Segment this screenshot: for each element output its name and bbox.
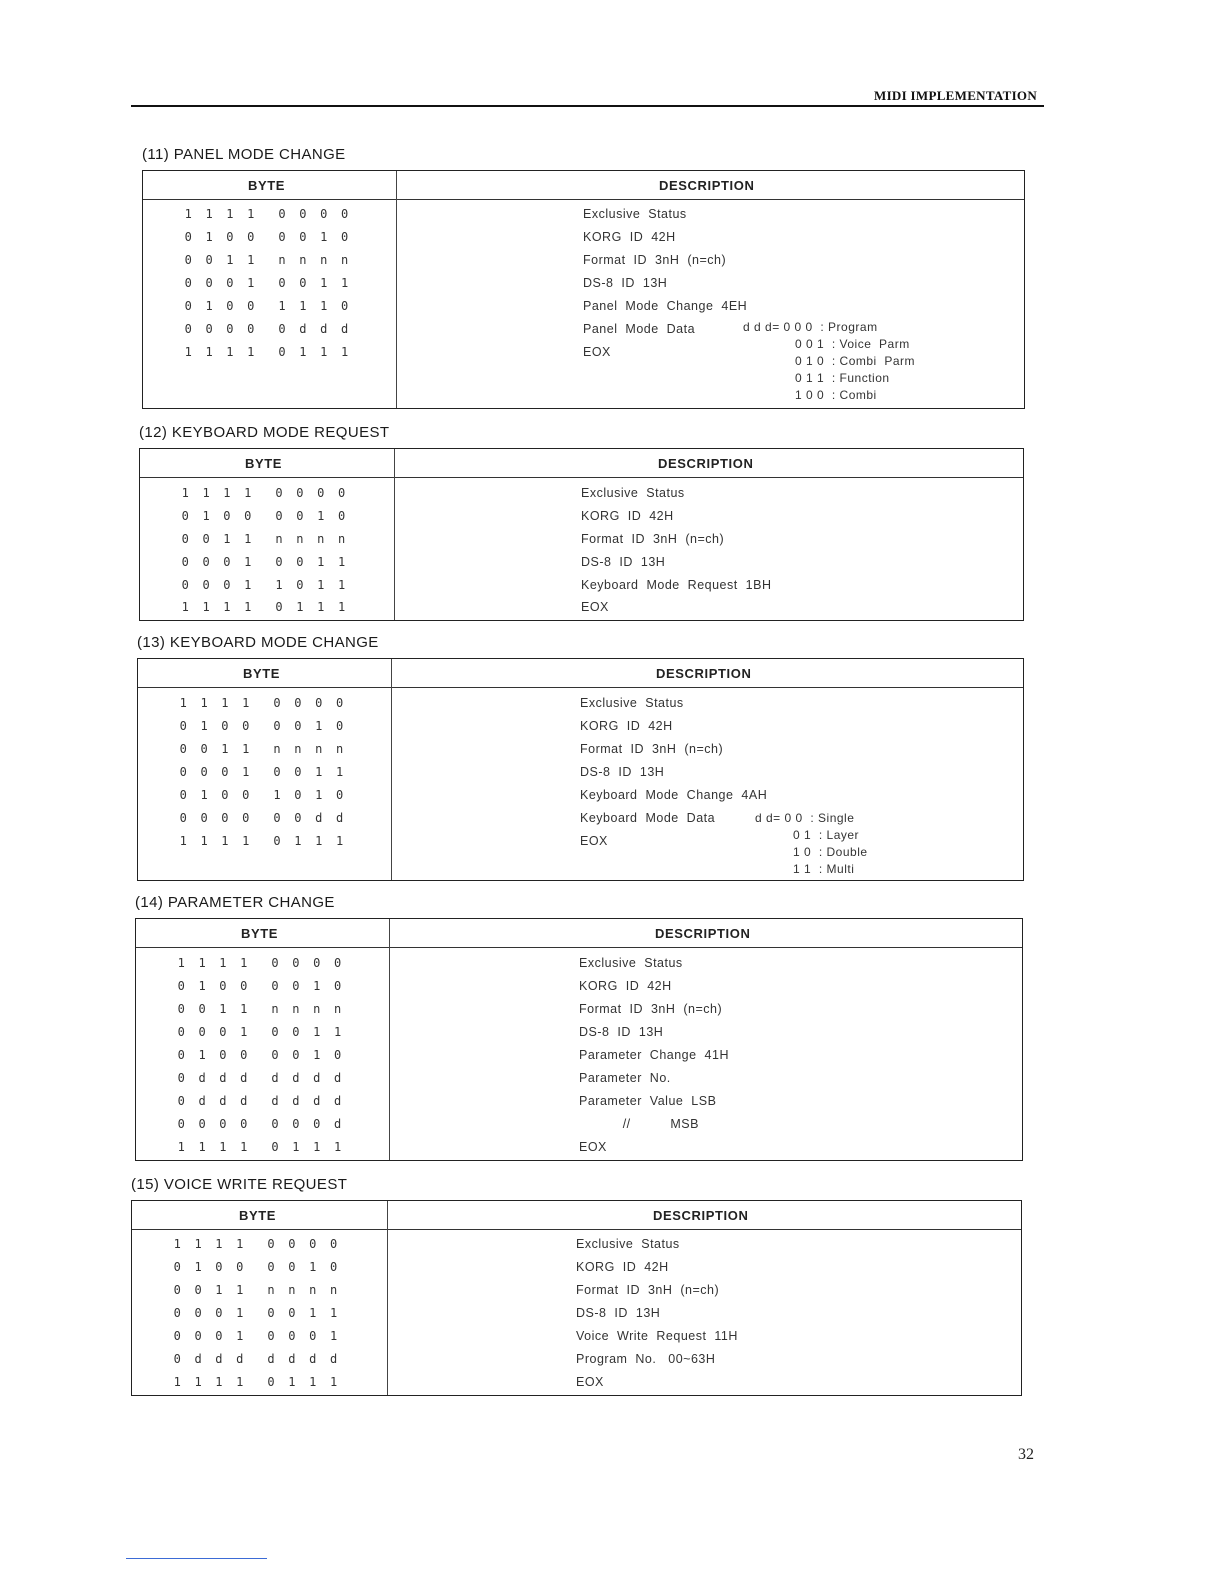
byte-description: Exclusive Status: [581, 486, 685, 500]
footer-link-underline[interactable]: [126, 1558, 267, 1559]
column-header-byte: BYTE: [243, 666, 281, 681]
table-row: [143, 276, 1024, 298]
byte-value: 0 0 0 1 0 0 1 1: [181, 555, 349, 569]
column-header-description: DESCRIPTION: [658, 456, 754, 471]
section-title: (14) PARAMETER CHANGE: [135, 894, 335, 911]
section-title: (15) VOICE WRITE REQUEST: [131, 1176, 348, 1193]
byte-value: 0 1 0 0 1 1 1 0: [184, 299, 352, 313]
byte-description: Keyboard Mode Request 1BH: [581, 578, 772, 592]
byte-value: 0 0 1 1 n n n n: [177, 1002, 345, 1016]
byte-description: KORG ID 42H: [580, 719, 673, 733]
mode-option: d d= 0 0 : Single: [755, 811, 855, 825]
table-row: [132, 1260, 1021, 1282]
byte-description: Format ID 3nH (n=ch): [576, 1283, 720, 1297]
byte-value: 1 1 1 1 0 0 0 0: [179, 696, 347, 710]
byte-value: 0 1 0 0 1 0 1 0: [179, 788, 347, 802]
mode-option: 0 0 1 : Voice Parm: [795, 337, 910, 351]
table-row: [140, 578, 1023, 600]
byte-description: Exclusive Status: [576, 1237, 680, 1251]
byte-value: 0 0 0 0 0 0 d d: [179, 811, 347, 825]
table-row: [136, 1025, 1022, 1047]
byte-description: Parameter No.: [579, 1071, 671, 1085]
byte-value: 1 1 1 1 0 1 1 1: [181, 600, 349, 614]
table-row: [132, 1375, 1021, 1397]
byte-description: DS-8 ID 13H: [581, 555, 666, 569]
table-row: [136, 1094, 1022, 1116]
byte-description: Exclusive Status: [579, 956, 683, 970]
byte-value: 0 0 1 1 n n n n: [184, 253, 352, 267]
mode-option: 0 1 1 : Function: [795, 371, 890, 385]
table-row: [138, 742, 1023, 764]
byte-value: 1 1 1 1 0 1 1 1: [173, 1375, 341, 1389]
mode-option: 1 1 : Multi: [793, 862, 855, 876]
table-row: [132, 1283, 1021, 1305]
page-number: 32: [1018, 1446, 1034, 1463]
byte-description: EOX: [576, 1375, 604, 1389]
byte-description: Keyboard Mode Change 4AH: [580, 788, 768, 802]
table-row: [140, 532, 1023, 554]
byte-description: KORG ID 42H: [581, 509, 674, 523]
byte-value: 0 0 0 1 0 0 1 1: [173, 1306, 341, 1320]
column-header-byte: BYTE: [248, 178, 286, 193]
table-row: [136, 1117, 1022, 1139]
byte-description: Format ID 3nH (n=ch): [580, 742, 724, 756]
table-row: [140, 509, 1023, 531]
keyboard-mode-request-table: [139, 448, 1024, 621]
table-row: [132, 1306, 1021, 1328]
table-row: [143, 253, 1024, 275]
byte-value: 1 1 1 1 0 1 1 1: [177, 1140, 345, 1154]
byte-value: 0 d d d d d d d: [173, 1352, 341, 1366]
byte-value: 0 d d d d d d d: [177, 1071, 345, 1085]
running-title: MIDI IMPLEMENTATION: [874, 88, 1038, 103]
byte-description: EOX: [580, 834, 608, 848]
byte-description: Voice Write Request 11H: [576, 1329, 738, 1343]
byte-value: 0 0 0 1 0 0 1 1: [177, 1025, 345, 1039]
byte-value: 1 1 1 1 0 1 1 1: [184, 345, 352, 359]
byte-value: 0 0 1 1 n n n n: [179, 742, 347, 756]
table-row: [143, 299, 1024, 321]
byte-value: 0 1 0 0 0 0 1 0: [177, 979, 345, 993]
byte-value: 0 1 0 0 0 0 1 0: [177, 1048, 345, 1062]
table-row: [140, 600, 1023, 622]
byte-value: 0 0 0 0 0 0 0 d: [177, 1117, 345, 1131]
byte-description: Panel Mode Data: [583, 322, 696, 336]
byte-value: 0 0 0 1 0 0 0 1: [173, 1329, 341, 1343]
mode-option: 1 0 : Double: [793, 845, 868, 859]
byte-description: EOX: [581, 600, 609, 614]
byte-description: EOX: [579, 1140, 607, 1154]
header-rule: [131, 105, 1044, 107]
byte-value: 0 0 0 0 0 d d d: [184, 322, 352, 336]
byte-value: 0 1 0 0 0 0 1 0: [173, 1260, 341, 1274]
table-row: [138, 765, 1023, 787]
byte-description: Format ID 3nH (n=ch): [581, 532, 725, 546]
byte-description: DS-8 ID 13H: [580, 765, 665, 779]
column-header-byte: BYTE: [239, 1208, 277, 1223]
byte-description: KORG ID 42H: [579, 979, 672, 993]
table-row: [136, 1140, 1022, 1162]
byte-description: // MSB: [579, 1117, 699, 1131]
byte-value: 1 1 1 1 0 0 0 0: [177, 956, 345, 970]
byte-description: Program No. 00~63H: [576, 1352, 716, 1366]
byte-value: 0 0 0 1 0 0 1 1: [184, 276, 352, 290]
table-row: [140, 555, 1023, 577]
table-row: [138, 719, 1023, 741]
byte-description: Exclusive Status: [580, 696, 684, 710]
panel-mode-change-table: [142, 170, 1025, 409]
byte-value: 0 0 0 1 1 0 1 1: [181, 578, 349, 592]
table-row: [138, 811, 1023, 833]
parameter-change-table: [135, 918, 1023, 1161]
table-row: [132, 1329, 1021, 1351]
voice-write-request-table: [131, 1200, 1022, 1396]
table-row: [138, 834, 1023, 856]
byte-value: 0 1 0 0 0 0 1 0: [184, 230, 352, 244]
byte-description: DS-8 ID 13H: [583, 276, 668, 290]
byte-description: Format ID 3nH (n=ch): [579, 1002, 723, 1016]
byte-value: 0 0 1 1 n n n n: [181, 532, 349, 546]
column-header-description: DESCRIPTION: [659, 178, 755, 193]
table-row: [136, 1071, 1022, 1093]
byte-value: 1 1 1 1 0 0 0 0: [181, 486, 349, 500]
byte-description: Parameter Value LSB: [579, 1094, 717, 1108]
table-row: [136, 956, 1022, 978]
byte-value: 1 1 1 1 0 1 1 1: [179, 834, 347, 848]
table-row: [136, 979, 1022, 1001]
column-header-byte: BYTE: [245, 456, 283, 471]
column-header-description: DESCRIPTION: [656, 666, 752, 681]
section-title: (13) KEYBOARD MODE CHANGE: [137, 634, 379, 651]
byte-value: 0 1 0 0 0 0 1 0: [181, 509, 349, 523]
mode-option: d d d= 0 0 0 : Program: [743, 320, 878, 334]
table-row: [138, 696, 1023, 718]
byte-description: KORG ID 42H: [576, 1260, 669, 1274]
byte-description: Parameter Change 41H: [579, 1048, 729, 1062]
table-row: [143, 207, 1024, 229]
table-row: [132, 1352, 1021, 1374]
mode-option: 0 1 0 : Combi Parm: [795, 354, 916, 368]
byte-description: Format ID 3nH (n=ch): [583, 253, 727, 267]
byte-description: DS-8 ID 13H: [576, 1306, 661, 1320]
byte-value: 0 0 0 1 0 0 1 1: [179, 765, 347, 779]
table-row: [138, 788, 1023, 810]
byte-description: KORG ID 42H: [583, 230, 676, 244]
column-header-description: DESCRIPTION: [653, 1208, 749, 1223]
keyboard-mode-change-table: [137, 658, 1024, 881]
section-title: (12) KEYBOARD MODE REQUEST: [139, 424, 390, 441]
byte-value: 1 1 1 1 0 0 0 0: [173, 1237, 341, 1251]
byte-value: 0 0 1 1 n n n n: [173, 1283, 341, 1297]
byte-value: 1 1 1 1 0 0 0 0: [184, 207, 352, 221]
table-row: [143, 230, 1024, 252]
byte-description: Panel Mode Change 4EH: [583, 299, 748, 313]
mode-option: 0 1 : Layer: [793, 828, 860, 842]
column-header-byte: BYTE: [241, 926, 279, 941]
mode-option: 1 0 0 : Combi: [795, 388, 877, 402]
table-row: [132, 1237, 1021, 1259]
byte-description: EOX: [583, 345, 611, 359]
byte-description: DS-8 ID 13H: [579, 1025, 664, 1039]
table-row: [136, 1002, 1022, 1024]
column-header-description: DESCRIPTION: [655, 926, 751, 941]
byte-value: 0 1 0 0 0 0 1 0: [179, 719, 347, 733]
table-row: [136, 1048, 1022, 1070]
byte-description: Exclusive Status: [583, 207, 687, 221]
table-row: [140, 486, 1023, 508]
byte-description: Keyboard Mode Data: [580, 811, 716, 825]
section-title: (11) PANEL MODE CHANGE: [142, 146, 346, 163]
byte-value: 0 d d d d d d d: [177, 1094, 345, 1108]
